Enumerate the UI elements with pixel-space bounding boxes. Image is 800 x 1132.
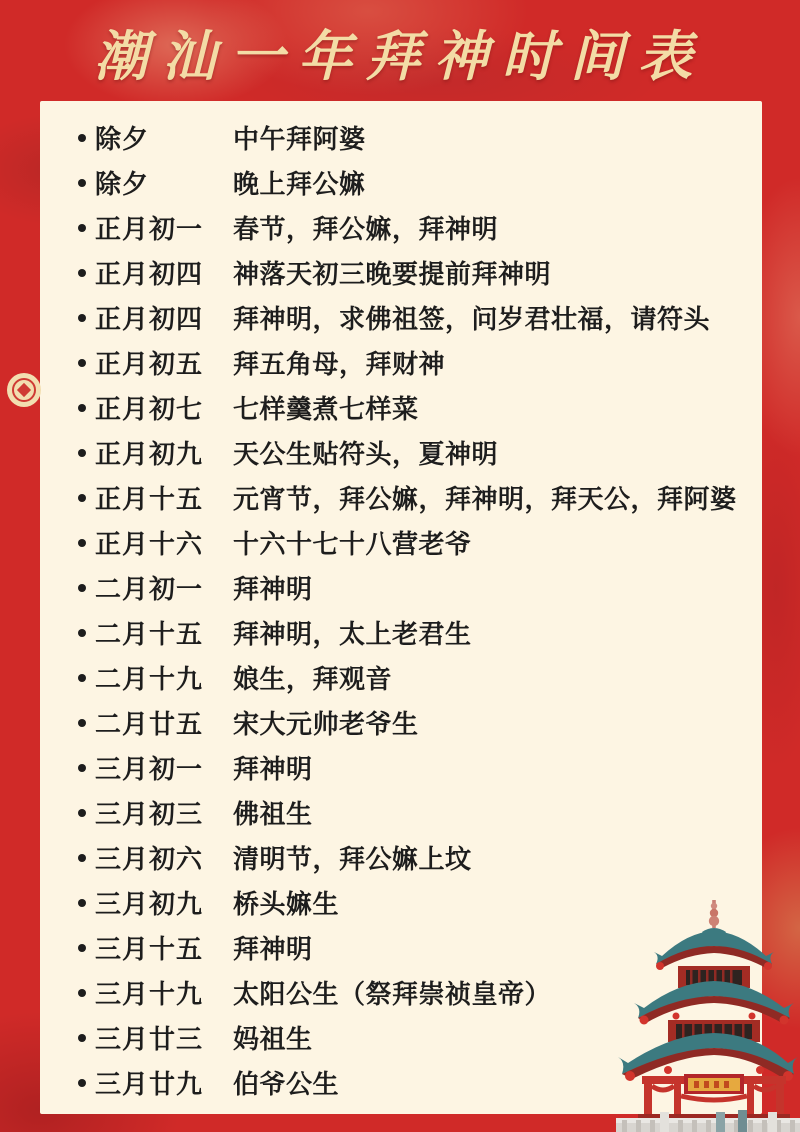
schedule-row xyxy=(40,520,762,565)
schedule-description: 伯爷公生 xyxy=(233,1069,340,1099)
schedule-description: 神落天初三晚要提前拜神明 xyxy=(233,259,552,289)
bullet-icon xyxy=(78,899,86,907)
schedule-description: 清明节，拜公嫲上坟 xyxy=(233,844,472,874)
schedule-date: 三月十五 xyxy=(95,934,204,964)
schedule-date: 正月初一 xyxy=(95,214,204,244)
schedule-row xyxy=(40,475,762,520)
bullet-icon xyxy=(78,989,86,997)
schedule-row xyxy=(40,565,762,610)
schedule-row xyxy=(40,430,762,475)
schedule-description: 娘生，拜观音 xyxy=(233,664,393,694)
schedule-row xyxy=(40,340,762,385)
schedule-date: 正月初五 xyxy=(95,349,204,379)
schedule-description: 佛祖生 xyxy=(233,799,313,829)
schedule-date: 三月初六 xyxy=(95,844,204,874)
schedule-description: 拜神明 xyxy=(233,934,313,964)
bullet-icon xyxy=(78,764,86,772)
schedule-date: 二月初一 xyxy=(95,574,204,604)
page-title: 潮汕一年拜神时间表 xyxy=(94,24,706,88)
bullet-icon xyxy=(78,674,86,682)
bullet-icon xyxy=(78,494,86,502)
schedule-date: 三月初九 xyxy=(95,889,204,919)
schedule-date: 二月十五 xyxy=(95,619,204,649)
schedule-description: 晚上拜公嫲 xyxy=(233,169,366,199)
schedule-date: 正月初七 xyxy=(95,394,204,424)
schedule-date: 二月廿五 xyxy=(95,709,204,739)
schedule-row xyxy=(40,835,762,880)
schedule-date: 三月初三 xyxy=(95,799,204,829)
bullet-icon xyxy=(78,359,86,367)
schedule-row xyxy=(40,295,762,340)
schedule-row xyxy=(40,385,762,430)
schedule-row xyxy=(40,700,762,745)
schedule-row xyxy=(40,790,762,835)
bullet-icon xyxy=(78,1079,86,1087)
schedule-description: 春节，拜公嫲，拜神明 xyxy=(233,214,499,244)
schedule-date: 三月十九 xyxy=(95,979,204,1009)
schedule-date: 三月廿三 xyxy=(95,1024,204,1054)
schedule-description: 十六十七十八营老爷 xyxy=(233,529,472,559)
schedule-description: 天公生贴符头，夏神明 xyxy=(233,439,499,469)
schedule-row xyxy=(40,610,762,655)
bullet-icon xyxy=(78,539,86,547)
schedule-date: 正月十五 xyxy=(95,484,204,514)
schedule-row xyxy=(40,205,762,250)
schedule-date: 正月十六 xyxy=(95,529,204,559)
coin-icon xyxy=(6,372,42,408)
schedule-description: 妈祖生 xyxy=(233,1024,313,1054)
bullet-icon xyxy=(78,449,86,457)
bullet-icon xyxy=(78,314,86,322)
bullet-icon xyxy=(78,584,86,592)
bullet-icon xyxy=(78,224,86,232)
schedule-description: 宋大元帅老爷生 xyxy=(233,709,419,739)
pavilion-image xyxy=(616,898,800,1132)
schedule-date: 二月十九 xyxy=(95,664,204,694)
schedule-description: 拜五角母，拜财神 xyxy=(233,349,446,379)
schedule-description: 中午拜阿婆 xyxy=(233,124,366,154)
schedule-date: 除夕 xyxy=(95,124,150,154)
schedule-row xyxy=(40,115,762,160)
bullet-icon xyxy=(78,404,86,412)
schedule-description: 太阳公生（祭拜崇祯皇帝） xyxy=(233,979,552,1009)
bullet-icon xyxy=(78,179,86,187)
schedule-row xyxy=(40,655,762,700)
schedule-description: 拜神明 xyxy=(233,574,313,604)
bullet-icon xyxy=(78,719,86,727)
schedule-description: 七样羹煮七样菜 xyxy=(233,394,419,424)
schedule-description: 拜神明，求佛祖签，问岁君壮福，请符头 xyxy=(233,304,711,334)
schedule-date: 除夕 xyxy=(95,169,150,199)
bullet-icon xyxy=(78,269,86,277)
schedule-description: 拜神明 xyxy=(233,754,313,784)
schedule-row xyxy=(40,745,762,790)
schedule-date: 正月初四 xyxy=(95,259,204,289)
schedule-description: 元宵节，拜公嫲，拜神明，拜天公，拜阿婆 xyxy=(233,484,737,514)
schedule-date: 正月初四 xyxy=(95,304,204,334)
bullet-icon xyxy=(78,629,86,637)
schedule-date: 三月初一 xyxy=(95,754,204,784)
bullet-icon xyxy=(78,134,86,142)
schedule-description: 桥头嫲生 xyxy=(233,889,340,919)
bullet-icon xyxy=(78,944,86,952)
bullet-icon xyxy=(78,809,86,817)
schedule-date: 三月廿九 xyxy=(95,1069,204,1099)
schedule-date: 正月初九 xyxy=(95,439,204,469)
schedule-row xyxy=(40,250,762,295)
schedule-description: 拜神明，太上老君生 xyxy=(233,619,472,649)
bullet-icon xyxy=(78,854,86,862)
bullet-icon xyxy=(78,1034,86,1042)
schedule-row xyxy=(40,160,762,205)
